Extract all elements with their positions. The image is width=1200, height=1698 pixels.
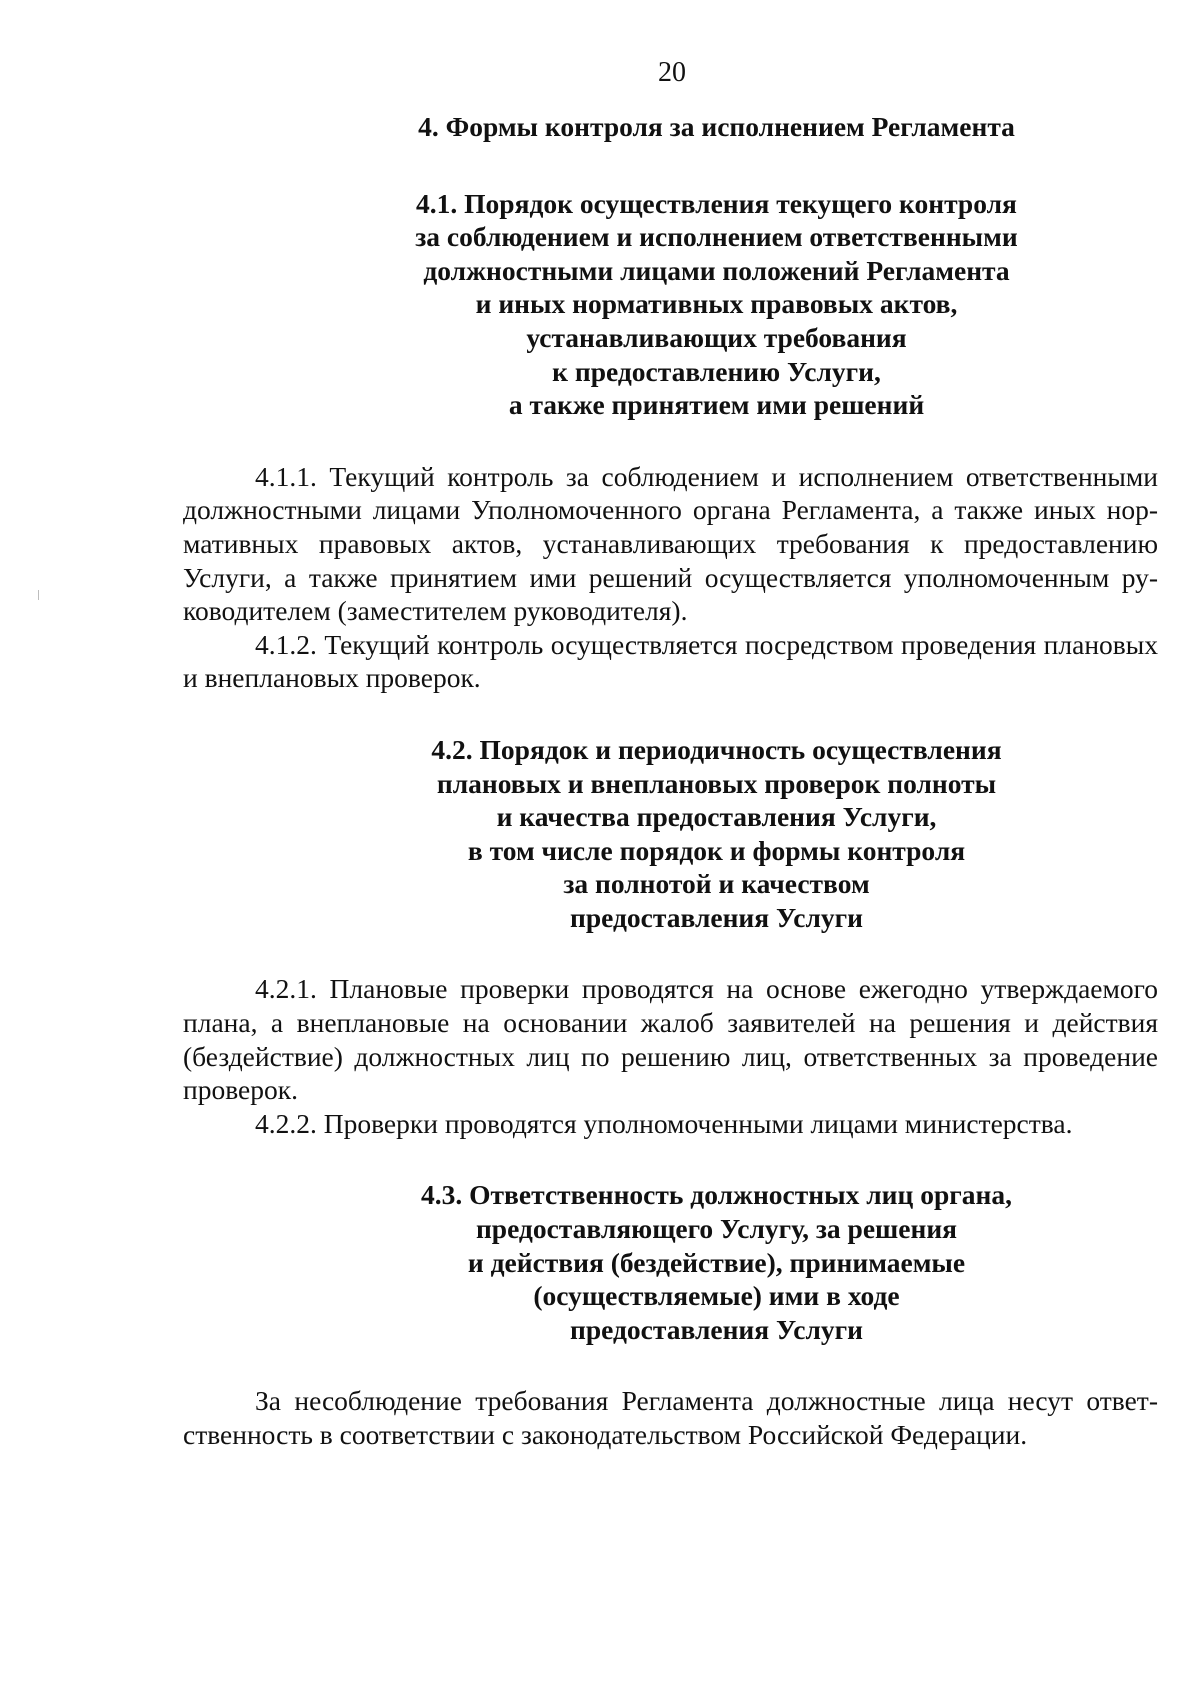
paragraph-4-2-1: 4.2.1. Плановые проверки проводятся на основе ежегодно утверждаемого плана, а внеплановые на основании жалоб заявителей на решения и действия (бездействие) должностных лиц по решению лиц, ответственных за проведение проверок. [183,973,1158,1106]
heading-line: 4.1. Порядок осуществления текущего контроля [416,187,1017,219]
heading-line: за соблюдением и исполнением ответственными [415,221,1018,253]
section-title: 4. Формы контроля за исполнением Регламента [418,111,1015,142]
heading-line: за полнотой и качеством [563,868,870,900]
document-body [183,110,1158,1452]
heading-line: 4.3. Ответственность должностных лиц органа, [421,1179,1012,1211]
paragraph-4-2-2: 4.2.2. Проверки проводятся уполномоченными лицами министерства. [255,1107,1073,1139]
heading-line: и качества предоставления Услуги, [496,801,937,833]
heading-line: (осуществляемые) ими в ходе [533,1280,900,1312]
scan-margin-mark [38,590,39,600]
subsection-heading-4-2 [183,733,1158,935]
heading-line: предоставляющего Услугу, за решения [475,1213,958,1245]
heading-line: предоставления Услуги [570,1313,863,1345]
subsection-heading-4-3 [183,1178,1158,1346]
heading-line: к предоставлению Услуги, [552,355,881,387]
heading-line: и действия (бездействие), принимаемые [467,1246,966,1278]
heading-line: в том числе порядок и формы контроля [467,834,966,866]
heading-line: предоставления Услуги [570,901,863,933]
heading-line: и иных нормативных правовых актов, [475,288,958,320]
paragraph-4-1-2: 4.1.2. Текущий контроль осуществляется посредством проведения плановых и внеплановых проверок. [183,628,1158,694]
heading-line: 4.2. Порядок и периодичность осуществления [431,733,1002,765]
page-number: 20 [658,57,686,88]
paragraph-4-3: За несоблюдение требования Регламента должностные лица несут ответственность в соответствии с законодательством Российской Федерации. [183,1385,1158,1450]
paragraph-4-1-1: 4.1.1. Текущий контроль за соблюдением и исполнением ответственными должностными лицами Уполномоченного органа Регламента, а также иных нормативных правовых актов, устанавливающих требования к предоставлению Услуги, а также принятием ими решений осуществляется уполномоченным руководителем (заместителем руководителя). [183,460,1158,627]
subsection-heading-4-1 [183,187,1158,422]
heading-line: а также принятием ими решений [508,389,925,421]
heading-line: должностными лицами положений Регламента [423,254,1010,286]
heading-line: плановых и внеплановых проверок полноты [436,767,997,799]
heading-line: устанавливающих требования [526,321,907,353]
